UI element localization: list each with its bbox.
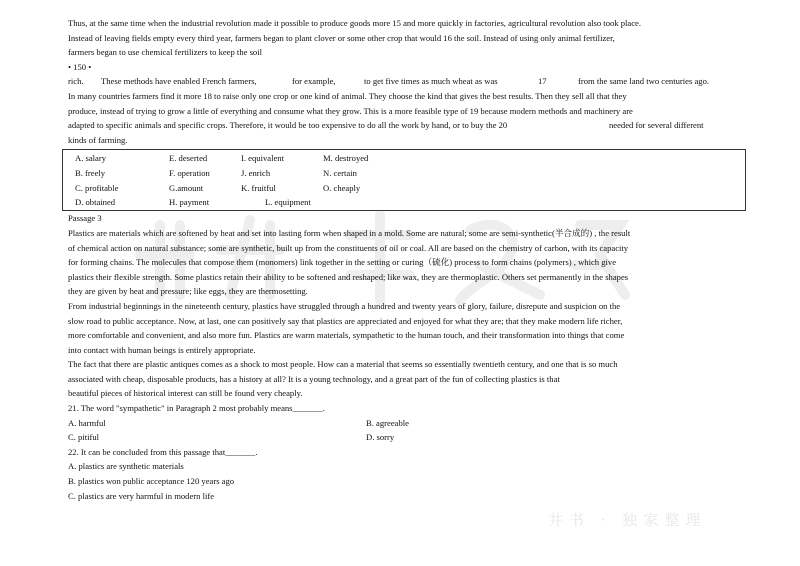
passage3-line: into contact with human beings is entirely appropriate.	[68, 344, 256, 355]
option-b: B. plastics won public acceptance 120 years ago	[68, 476, 235, 487]
word-bank-row	[69, 181, 739, 196]
options-row	[68, 430, 744, 445]
watermark-text: 井书 · 独家整理	[548, 511, 707, 529]
word-option: B. freely	[75, 167, 106, 178]
word-option: J. enrich	[241, 167, 271, 178]
passage2-line: Thus, at the same time when the industrial revolution made it possible to produce goods more 15 and more quickly in factories, agricultural revolution also took place.	[68, 18, 642, 28]
options-row	[68, 416, 744, 431]
passage2-line: In many countries farmers find it more 18 to raise only one crop or one kind of animal. They choose the kind that gives the best results. Then they sell all that they	[68, 90, 627, 101]
word-option: D. obtained	[75, 197, 116, 208]
passage3-line: associated with cheap, disposable products, has a history at all? It is a young technology, and a great part of the fun of collecting plastics is that	[68, 373, 560, 384]
word-option: F. operation	[169, 167, 210, 178]
passage3-line: more comfortable and convenient, and also more fun. Plastics are warm materials, sympathetic to the human touch, and their transformation into things that come	[68, 330, 625, 341]
passage3-line: they are given by heat and pressure; like eggs, they are thermosetting.	[68, 286, 308, 297]
text-segment: These methods have enabled French farmers,	[101, 76, 257, 87]
passage3-line: Plastics are materials which are softened by heat and set into lasting form when shaped in a mold. Some are natural; some are semi-synthetic(半合成的) , the result	[68, 227, 631, 238]
passage3-line: From industrial beginnings in the nineteenth century, plastics have struggled through a hundred and twenty years of glory, failure, disrepute and suspicion on the	[68, 300, 621, 311]
passage2-line: Instead of leaving fields empty every third year, farmers began to plant clover or some other crop that would 16 the soil. Instead of using only animal fertilizer,	[68, 32, 615, 43]
passage2-line: farmers began to use chemical fertilizers to keep the soil	[68, 47, 262, 58]
word-bank-box	[62, 149, 746, 211]
passage3-line: for forming chains. The molecules that compose them (monomers) link together in the setting or curing（硫化) process to form chains (polymers) , which give	[68, 257, 617, 268]
option-b: B. agreeable	[366, 417, 409, 428]
word-option: E. deserted	[169, 153, 208, 164]
passage3-line: of chemical action on natural substance; some are synthetic, built up from the constituents of oil or coal. All are based on the chemistry of carbon, with its capacity	[68, 242, 629, 253]
passage2-line: kinds of farming.	[68, 134, 128, 145]
word-option: C. profitable	[75, 182, 119, 193]
word-bank-row	[69, 151, 739, 166]
question-21: 21. The word "sympathetic" in Paragraph 2 most probably means_______.	[68, 403, 325, 414]
word-bank-row	[69, 166, 739, 181]
passage3-line: slow road to public acceptance. Now, at last, one can positively say that plastics are appreciated and enjoyed for what they are; that they make modern life richer,	[68, 315, 623, 326]
document-page	[68, 16, 744, 503]
passage-heading: Passage 3	[68, 213, 102, 224]
word-option: N. certain	[323, 167, 357, 178]
option-d: D. sorry	[366, 432, 395, 443]
option-a: A. plastics are synthetic materials	[68, 461, 184, 472]
text-segment: from the same land two centuries ago.	[578, 76, 710, 87]
word-option: A. salary	[75, 153, 107, 164]
word-option: L. equipment	[265, 197, 311, 208]
text-segment: adapted to specific animals and specific crops. Therefore, it would be too expensive to do all the work by hand, or to buy the 20	[68, 120, 508, 131]
word-option: M. destroyed	[323, 153, 369, 164]
passage3-line: beautiful pieces of historical interest can still be found very cheaply.	[68, 388, 303, 399]
word-bank-row	[69, 195, 739, 210]
word-option: G.amount	[169, 182, 204, 193]
passage2-line	[68, 74, 744, 89]
passage3-line: The fact that there are plastic antiques comes as a shock to most people. How can a material that seems so essentially twentieth century, and one that is so much	[68, 359, 618, 370]
text-segment: rich.	[68, 76, 84, 87]
passage3-line: plastics their flexible strength. Some plastics retain their ability to be softened and reshaped; like wax, they are thermoplastic. Others set permanently in the shapes	[68, 271, 629, 282]
word-option: K. fruitful	[241, 182, 276, 193]
passage2-line: produce, instead of trying to grow a little of everything and consume what they grow. This is a more feasible type of 19 because modern methods and machinery are	[68, 105, 633, 116]
word-option: O. cheaply	[323, 182, 361, 193]
word-option: H. payment	[169, 197, 210, 208]
passage2-line	[68, 118, 744, 133]
text-segment: for example,	[292, 76, 336, 87]
option-c: C. pitiful	[68, 432, 100, 443]
blank-number: 17	[538, 76, 547, 87]
option-a: A. harmful	[68, 417, 106, 428]
text-segment: to get five times as much wheat as was	[364, 76, 498, 87]
word-option: I. equivalent	[241, 153, 284, 164]
question-22: 22. It can be concluded from this passage that_______.	[68, 446, 258, 457]
page-marker: • 150 •	[68, 61, 92, 72]
option-c: C. plastics are very harmful in modern life	[68, 490, 215, 501]
text-segment: needed for several different	[609, 120, 704, 131]
